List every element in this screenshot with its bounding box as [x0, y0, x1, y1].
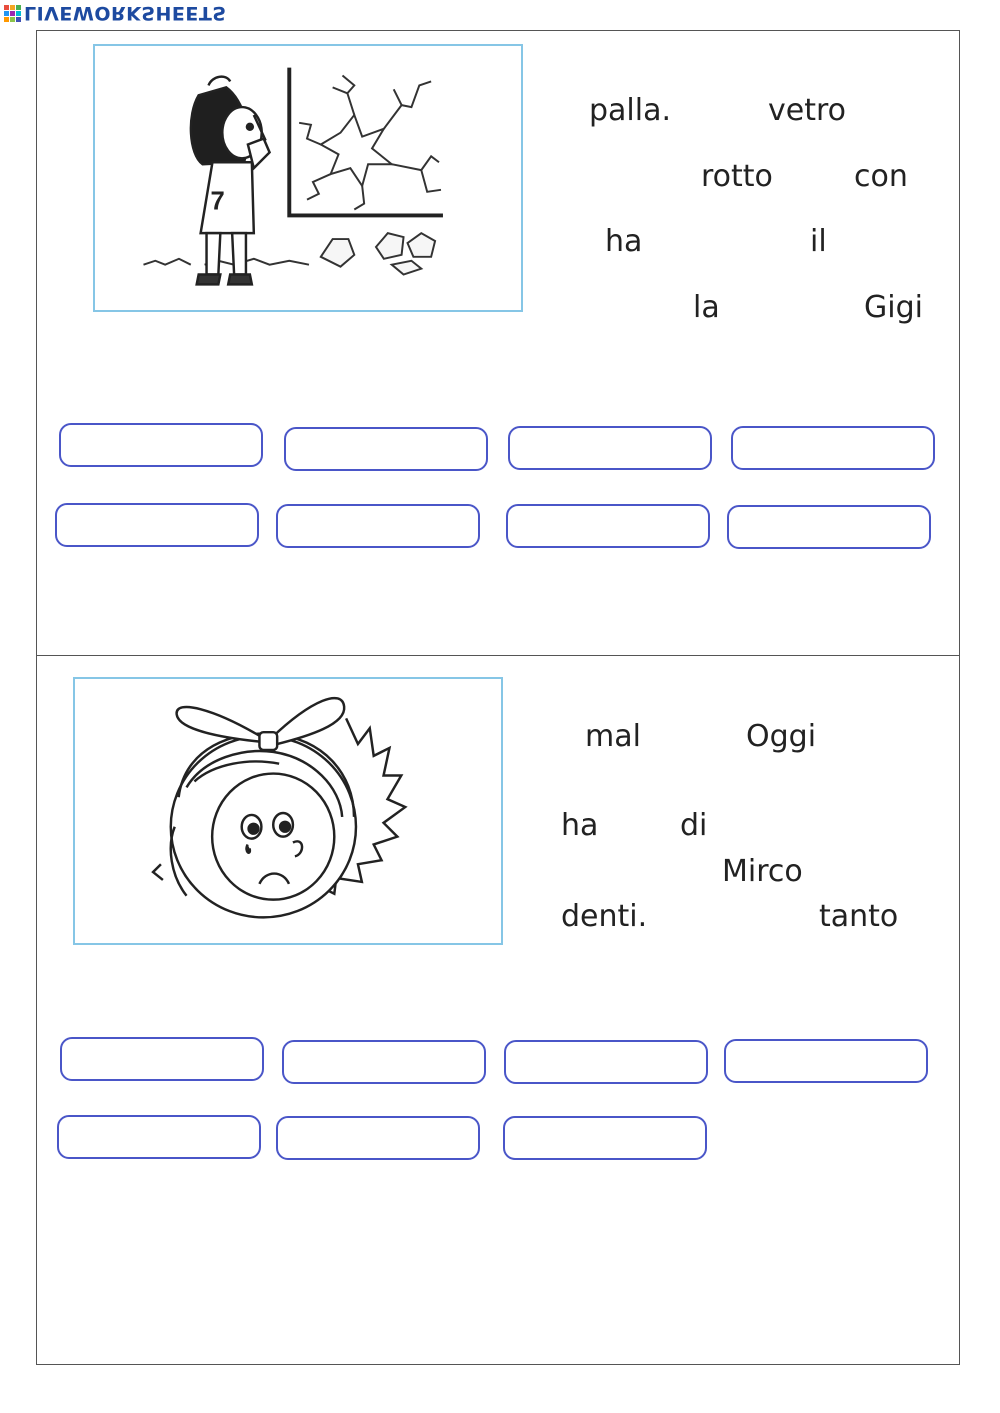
- word-card[interactable]: la: [693, 290, 720, 325]
- answer-slot[interactable]: [282, 1040, 486, 1084]
- word-card[interactable]: tanto: [819, 899, 899, 934]
- word-card[interactable]: Gigi: [864, 290, 923, 325]
- word-card[interactable]: palla.: [589, 93, 672, 128]
- word-card[interactable]: Oggi: [746, 719, 817, 754]
- svg-text:7: 7: [210, 187, 225, 216]
- answer-slot[interactable]: [55, 503, 259, 547]
- answer-slot[interactable]: [276, 1116, 480, 1160]
- answer-slot[interactable]: [508, 426, 712, 470]
- word-card[interactable]: ha: [605, 224, 643, 259]
- broken-window-illustration: [93, 44, 523, 312]
- word-card[interactable]: vetro: [768, 93, 847, 128]
- answer-slot[interactable]: [284, 427, 488, 471]
- answer-slot[interactable]: [276, 504, 480, 548]
- liveworksheets-logo: [4, 2, 227, 24]
- exercise-panel-2: [36, 655, 960, 1365]
- word-card[interactable]: mal: [585, 719, 641, 754]
- answer-slot[interactable]: [60, 1037, 264, 1081]
- word-card[interactable]: denti.: [561, 899, 648, 934]
- word-card[interactable]: con: [854, 159, 908, 194]
- word-card[interactable]: Mirco: [722, 854, 803, 889]
- word-card[interactable]: ha: [561, 808, 599, 843]
- answer-slot[interactable]: [59, 423, 263, 467]
- answer-slot[interactable]: [504, 1040, 708, 1084]
- logo-text: LIVEWORKSHEETS: [24, 2, 227, 24]
- answer-slot[interactable]: [506, 504, 710, 548]
- answer-slot[interactable]: [731, 426, 935, 470]
- answer-slot[interactable]: [57, 1115, 261, 1159]
- answer-slot[interactable]: [503, 1116, 707, 1160]
- logo-grid-icon: [4, 5, 21, 22]
- exercise-panel-1: [36, 30, 960, 656]
- word-card[interactable]: di: [680, 808, 708, 843]
- boy-broken-window-drawing: [95, 46, 521, 310]
- answer-slot[interactable]: [727, 505, 931, 549]
- toothache-girl-illustration: [73, 677, 503, 945]
- crying-girl-drawing: [75, 679, 501, 943]
- answer-slot[interactable]: [724, 1039, 928, 1083]
- word-card[interactable]: il: [810, 224, 827, 259]
- word-card[interactable]: rotto: [701, 159, 773, 194]
